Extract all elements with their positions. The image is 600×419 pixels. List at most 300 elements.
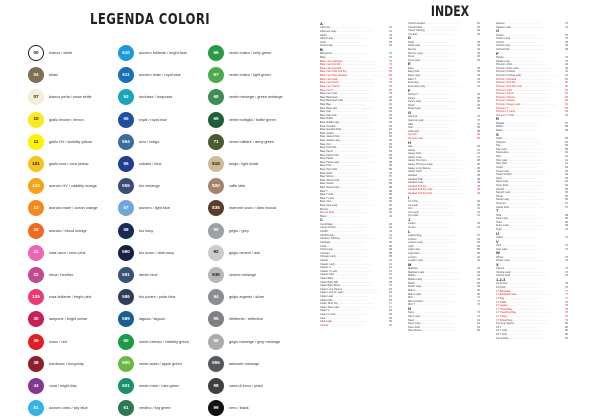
color-dot: 92 bbox=[208, 245, 224, 261]
index-entry[interactable] bbox=[408, 303, 480, 307]
index-entry-name: Street bbox=[496, 194, 503, 198]
index-page bbox=[300, 0, 600, 405]
index-letter: E bbox=[408, 61, 411, 67]
leader-dots bbox=[432, 192, 477, 196]
color-dot: 30 bbox=[28, 311, 44, 327]
color-label: grigio / grey bbox=[229, 228, 249, 233]
index-entry[interactable] bbox=[496, 236, 568, 240]
index-entry-name: Sport Kids bbox=[496, 183, 508, 187]
index-letter: X bbox=[496, 261, 499, 267]
index-entry-name: Cambridge bbox=[320, 222, 333, 226]
index-entry-page: 78 bbox=[565, 307, 568, 311]
index-entry[interactable] bbox=[496, 259, 568, 263]
color-dot: 53 bbox=[118, 89, 134, 105]
color-label: avio / indigo bbox=[139, 139, 160, 144]
index-entry-page: 84 bbox=[389, 153, 392, 157]
index-entry-name: Light Lady bbox=[408, 248, 420, 252]
index-entry-name: Tank Lady bbox=[496, 217, 508, 221]
color-dot: 554 bbox=[118, 134, 134, 150]
index-entry-name: Premium Full Zip bbox=[496, 81, 516, 85]
color-swatch bbox=[208, 353, 300, 375]
index-entry-name: Mini Hooded bbox=[408, 299, 423, 303]
index-letter: M bbox=[408, 261, 412, 267]
index-entry[interactable] bbox=[496, 48, 568, 52]
index-entry-page: 98 bbox=[565, 125, 568, 129]
index-entry-page: 80 bbox=[565, 325, 568, 329]
index-entry-name: Chicago bbox=[320, 251, 330, 255]
index-letter: O bbox=[496, 28, 500, 34]
color-dot: 935 bbox=[208, 267, 224, 283]
index-entry[interactable] bbox=[320, 324, 392, 328]
index-entry-page: 46 bbox=[477, 107, 480, 111]
index-entry-page: 13 bbox=[389, 269, 392, 273]
color-dot: 99 bbox=[208, 400, 224, 416]
index-entry-page: 61 bbox=[565, 155, 568, 159]
index-entry-page: 51 bbox=[565, 88, 568, 92]
index-entry[interactable] bbox=[496, 129, 568, 133]
index-entry-page: 80 bbox=[565, 329, 568, 333]
color-label: verde bottiglia / bottle green bbox=[229, 117, 276, 122]
index-entry-page: 43 bbox=[477, 270, 480, 274]
index-entry-name: Club Lady bbox=[320, 320, 332, 324]
color-swatch bbox=[28, 308, 120, 330]
index-entry-page: 72 bbox=[565, 247, 568, 251]
index-entry-page: 58 bbox=[389, 255, 392, 259]
color-dot: 95 bbox=[208, 311, 224, 327]
index-entry-page: 39 bbox=[565, 48, 568, 52]
index-entry-page: 65 bbox=[477, 281, 480, 285]
color-label: lampone / bright cerise bbox=[49, 317, 88, 322]
leader-dots bbox=[510, 274, 565, 278]
leader-dots bbox=[333, 44, 389, 48]
index-entry-page: 79 bbox=[565, 311, 568, 315]
index-entry-name: Bear Hooded bbox=[320, 124, 336, 128]
index-entry-page: 18 bbox=[389, 309, 392, 313]
color-swatch bbox=[28, 109, 120, 131]
index-entry-name: London Lady bbox=[408, 259, 424, 263]
index-entry-name: Scarf bbox=[496, 137, 503, 141]
index-entry-name: Sky bbox=[496, 144, 501, 148]
legend-column bbox=[28, 42, 120, 419]
index-entry-name: Xtreme Lady bbox=[496, 270, 511, 274]
index-entry-page: 31 bbox=[477, 207, 480, 211]
color-swatch bbox=[28, 197, 120, 219]
index-entry[interactable] bbox=[496, 206, 568, 210]
index-entry-page: 65 bbox=[477, 285, 480, 289]
index-entry-name: Summer bbox=[496, 201, 506, 205]
index-entry-page: 48 bbox=[477, 181, 480, 185]
index-letter: T bbox=[496, 208, 499, 214]
index-entry[interactable] bbox=[320, 44, 392, 48]
index-entry-name: Everyday Lady bbox=[408, 84, 426, 88]
index-entry-name: Neon Kids bbox=[408, 325, 420, 329]
index-entry-page: 24 bbox=[477, 81, 480, 85]
index-entry[interactable] bbox=[408, 226, 480, 230]
index-entry-page: 81 bbox=[565, 336, 568, 340]
index-entry[interactable] bbox=[496, 248, 568, 252]
index-entry-name: Premium Shorts bbox=[496, 95, 515, 99]
index-entry-page: 64 bbox=[565, 183, 568, 187]
index-entry-name: 17 Duffle bbox=[496, 300, 507, 304]
index-entry[interactable] bbox=[496, 228, 568, 232]
index-entry-page: 33 bbox=[389, 37, 392, 41]
color-swatch bbox=[208, 197, 300, 219]
index-entry[interactable] bbox=[496, 26, 568, 30]
index-entry-page: 30 bbox=[477, 199, 480, 203]
index-entry-page: 19 bbox=[477, 325, 480, 329]
index-entry-name: Adiemus bbox=[320, 26, 331, 30]
index-entry-page: 57 bbox=[565, 121, 568, 125]
index-entry-name: Team bbox=[496, 220, 503, 224]
index-entry-page: 79 bbox=[389, 66, 392, 70]
index-entry-page: 48 bbox=[477, 177, 480, 181]
color-swatch bbox=[118, 153, 210, 175]
index-entry-name: Family T bbox=[408, 92, 418, 96]
leader-dots bbox=[421, 107, 477, 111]
index-entry-page: 47 bbox=[477, 122, 480, 126]
index-entry-page: 92 bbox=[389, 95, 392, 99]
index-entry-page: 26 bbox=[477, 58, 480, 62]
index-entry-page: 70 bbox=[565, 228, 568, 232]
index-entry-name: Bear-man Full Zip bbox=[320, 63, 341, 67]
color-swatch bbox=[118, 220, 210, 242]
index-entry-page: 52 bbox=[565, 95, 568, 99]
index-entry-page: 68 bbox=[565, 217, 568, 221]
index-entry[interactable] bbox=[496, 337, 568, 341]
color-label: giallo HV / visibility yellow bbox=[49, 139, 93, 144]
index-entry-page: 37 bbox=[477, 115, 480, 119]
index-entry-page: 57 bbox=[389, 237, 392, 241]
color-label: beige / light khaki bbox=[229, 162, 259, 167]
index-entry-page: 61 bbox=[565, 162, 568, 166]
index-entry-page: 27 bbox=[477, 148, 480, 152]
index-entry[interactable] bbox=[408, 33, 480, 37]
color-swatch bbox=[118, 242, 210, 264]
index-entry-page: 59 bbox=[389, 316, 392, 320]
index-entry-name: Sweat Kids bbox=[496, 205, 509, 209]
index-entry-name: Premium Hooded bbox=[496, 77, 517, 81]
color-dot: 589 bbox=[118, 311, 134, 327]
index-entry-page: 77 bbox=[565, 296, 568, 300]
index-entry-name: 17 Trolley bbox=[496, 314, 508, 318]
index-title: INDEX bbox=[430, 4, 470, 20]
leader-dots bbox=[425, 85, 477, 89]
index-entry-name: Stretch Lady bbox=[496, 191, 511, 195]
index-entry-page: 79 bbox=[565, 314, 568, 318]
index-entry-name: 17 Laptop bbox=[496, 304, 508, 308]
index-entry-page: 63 bbox=[565, 173, 568, 177]
color-swatch bbox=[28, 353, 120, 375]
color-swatch bbox=[208, 286, 300, 308]
color-swatch bbox=[208, 86, 300, 108]
color-label: azzurro / light blue bbox=[139, 206, 171, 211]
index-letter: F bbox=[408, 87, 411, 93]
index-entry-name: Bear Jacket bbox=[320, 131, 334, 135]
index-entry-page: 62 bbox=[477, 25, 480, 29]
index-entry-name: Flash bbox=[408, 103, 415, 107]
index-entry-name: Iron Kids bbox=[408, 214, 419, 218]
index-entry-page: 68 bbox=[389, 244, 392, 248]
color-swatch bbox=[118, 42, 210, 64]
index-entry-name: Bear Sweat Kids bbox=[320, 185, 340, 189]
index-entry[interactable] bbox=[408, 107, 480, 111]
index-entry[interactable] bbox=[408, 137, 480, 141]
index-entry-page: 70 bbox=[389, 284, 392, 288]
color-swatch bbox=[118, 330, 210, 352]
index-entry-page: 19 bbox=[477, 318, 480, 322]
index-entry-page: 99 bbox=[565, 137, 568, 141]
index-entry-page: 93 bbox=[389, 117, 392, 121]
index-entry-page: 77 bbox=[565, 293, 568, 297]
index-entry-name: Laptop Bag bbox=[408, 233, 422, 237]
index-entry[interactable] bbox=[496, 114, 568, 118]
index-entry-page: 79 bbox=[565, 318, 568, 322]
index-entry-name: Madison Lady bbox=[408, 270, 425, 274]
index-entry-page: 30 bbox=[477, 203, 480, 207]
index-entry-page: 25 bbox=[477, 92, 480, 96]
index-entry[interactable] bbox=[320, 215, 392, 219]
index-entry-page: 44 bbox=[477, 48, 480, 52]
color-dot: 38 bbox=[28, 356, 44, 372]
index-entry-name: Sport bbox=[496, 176, 503, 180]
index-entry-name: Sky Lady bbox=[496, 147, 507, 151]
index-entry-page: 78 bbox=[389, 81, 392, 85]
index-entry-page: 32 bbox=[477, 225, 480, 229]
index-entry-page: 55 bbox=[477, 248, 480, 252]
index-entry-name: Bear Shorts Kids bbox=[320, 178, 340, 182]
index-entry-name: Oxford Lady bbox=[496, 44, 511, 48]
index-entry-name: Golf bbox=[408, 126, 413, 130]
index-entry-name: Bear Duffle Lady bbox=[320, 121, 340, 125]
index-entry-name: Heavy Tank bbox=[408, 170, 422, 174]
index-entry-name: Vest bbox=[496, 244, 502, 248]
index-entry-name: Jacket bbox=[408, 222, 416, 226]
legend-title: LEGENDA COLORI bbox=[89, 10, 211, 28]
color-dot: 120 bbox=[28, 178, 44, 194]
index-entry-name: Xtreme Kids bbox=[496, 274, 511, 278]
index-entry-page: 71 bbox=[477, 296, 480, 300]
index-letter: R bbox=[496, 116, 499, 122]
index-entry[interactable] bbox=[408, 259, 480, 263]
index-entry[interactable] bbox=[408, 59, 480, 63]
color-swatch bbox=[208, 220, 300, 242]
color-swatch bbox=[208, 109, 300, 131]
index-entry-name: Shopper bbox=[496, 140, 506, 144]
leader-dots bbox=[502, 228, 565, 232]
color-swatch bbox=[28, 131, 120, 153]
color-label: verde acido / apple green bbox=[139, 361, 182, 366]
index-entry-name: 19 Long Sleeve bbox=[496, 322, 515, 326]
index-entry-name: Arctic Lady bbox=[320, 44, 333, 48]
index-entry-page: 92 bbox=[389, 102, 392, 106]
color-dot: 67 bbox=[208, 67, 224, 83]
index-entry-page: 75 bbox=[565, 37, 568, 41]
color-swatch bbox=[28, 64, 120, 86]
index-entry-page: 75 bbox=[565, 282, 568, 286]
color-dot: 00 bbox=[28, 45, 44, 61]
color-swatch bbox=[208, 375, 300, 397]
index-entry-page: 21 bbox=[389, 26, 392, 30]
index-entry-name: Clean Long Sleeve bbox=[320, 287, 342, 291]
index-entry-name: Bear Shorts bbox=[320, 175, 334, 179]
color-dot: 58 bbox=[118, 223, 134, 239]
index-entry-name: Clean V bbox=[320, 309, 330, 313]
index-entry-name: 17 Backpack Kids bbox=[496, 293, 517, 297]
index-entry-page: 66 bbox=[565, 198, 568, 202]
color-label: verde chiaro / kelly green bbox=[229, 51, 272, 56]
index-entry-page: 22 bbox=[477, 32, 480, 36]
color-dot: 69 bbox=[208, 112, 224, 128]
index-entry-page: 53 bbox=[565, 106, 568, 110]
index-entry-name: 19 T Lady bbox=[496, 329, 508, 333]
index-entry-name: Cloud Training bbox=[408, 29, 425, 33]
index-entry-page: 56 bbox=[477, 329, 480, 333]
index-entry-page: 79 bbox=[389, 59, 392, 63]
color-label: azzurro brillante / bright blue bbox=[139, 51, 187, 56]
index-entry-page: 41 bbox=[389, 233, 392, 237]
index-entry[interactable] bbox=[408, 329, 480, 333]
index-entry-page: 12 bbox=[389, 258, 392, 262]
index-entry-page: 58 bbox=[565, 129, 568, 133]
index-entry-page: 67 bbox=[389, 52, 392, 56]
index-entry-page: 93 bbox=[389, 121, 392, 125]
index-entry-name: Bear Duffle bbox=[320, 117, 333, 121]
index-entry-name: Bear Vest bbox=[320, 200, 332, 204]
index-entry-page: 94 bbox=[389, 113, 392, 117]
index-entry-name: Camp Pocket bbox=[320, 226, 336, 230]
index-entry-page: 40 bbox=[565, 63, 568, 67]
index-entry-name: Match bbox=[408, 281, 416, 285]
index-entry-name: Easy bbox=[408, 66, 414, 70]
index-letter: I bbox=[408, 194, 410, 200]
index-entry-page: 53 bbox=[477, 222, 480, 226]
index-entry-page: 14 bbox=[389, 273, 392, 277]
color-dot: 66 bbox=[208, 45, 224, 61]
index-entry-page: 17 bbox=[389, 305, 392, 309]
index-entry-page: 62 bbox=[565, 165, 568, 169]
color-dot: 135 bbox=[28, 289, 44, 305]
leader-dots bbox=[511, 26, 565, 30]
index-entry-name: Miami Lady bbox=[408, 292, 422, 296]
index-entry-name: Cloud Hooded bbox=[408, 22, 425, 25]
index-entry-page: 39 bbox=[565, 44, 568, 48]
index-entry-name: Neon Lady bbox=[408, 322, 421, 326]
color-label: rosa brillante / bright pink bbox=[49, 295, 92, 300]
color-swatch bbox=[208, 308, 300, 330]
index-entry-name: Malibu bbox=[408, 274, 416, 278]
index-entry-page: 67 bbox=[389, 56, 392, 60]
color-swatch bbox=[118, 131, 210, 153]
index-entry-page: 73 bbox=[477, 311, 480, 315]
index-entry-page: 76 bbox=[565, 59, 568, 63]
color-label: verde chiaro / light green bbox=[229, 73, 271, 78]
index-entry-page: 58 bbox=[389, 251, 392, 255]
index-entry-name: Fancy bbox=[408, 96, 416, 100]
index-entry-name: Leisure Lady bbox=[408, 241, 423, 245]
index-entry[interactable] bbox=[496, 274, 568, 278]
color-legend-page bbox=[0, 0, 300, 411]
color-swatch bbox=[118, 375, 210, 397]
index-entry-page: 49 bbox=[477, 188, 480, 192]
color-swatch bbox=[118, 353, 210, 375]
leader-dots bbox=[328, 324, 389, 328]
color-label: blu polare / polar blue bbox=[139, 295, 176, 300]
leader-dots bbox=[503, 236, 565, 240]
index-letter: A bbox=[320, 21, 323, 26]
index-entry[interactable] bbox=[408, 214, 480, 218]
index-letter: S bbox=[496, 131, 499, 137]
index-entry-page: 74 bbox=[565, 25, 568, 29]
index-entry-name: Bear Backpack Kids bbox=[320, 99, 344, 103]
color-dot: 11 bbox=[28, 134, 44, 150]
index-letter: B bbox=[320, 47, 323, 53]
index-entry-name: Classic Lady bbox=[320, 262, 335, 266]
index-entry-page: 88 bbox=[389, 182, 392, 186]
index-entry-page: 82 bbox=[389, 139, 392, 143]
leader-dots bbox=[327, 215, 389, 219]
index-entry-name: Cloud Pants bbox=[408, 25, 423, 29]
color-label: grigio melange / grey melange bbox=[229, 339, 281, 344]
index-entry-name: Ice Lady bbox=[408, 203, 418, 207]
index-entry-name: Sport Lady bbox=[496, 180, 509, 184]
index-entry-page: 51 bbox=[389, 226, 392, 230]
index-entry-name: Delta bbox=[408, 40, 415, 44]
index-entry-page: 31 bbox=[477, 214, 480, 218]
index-entry[interactable] bbox=[408, 85, 480, 89]
index-entry-name: Urban bbox=[496, 236, 504, 240]
color-swatch bbox=[28, 242, 120, 264]
index-entry-name: Hooded Full Zip bbox=[408, 184, 427, 188]
index-entry-page: 68 bbox=[389, 248, 392, 252]
index-entry-name: Premium T Kids bbox=[496, 113, 515, 117]
index-entry-page: 46 bbox=[477, 103, 480, 107]
index-entry-name: 17 Travel Bag bbox=[496, 307, 513, 311]
index-entry-page: 79 bbox=[389, 63, 392, 67]
color-dot: 55 bbox=[118, 112, 134, 128]
index-entry-name: Clean Baby bbox=[320, 277, 334, 280]
color-label: denim blue bbox=[139, 272, 158, 277]
index-entry-name: Iron bbox=[408, 207, 413, 211]
color-swatch bbox=[118, 109, 210, 131]
index-entry-name: Clean Baby Bib bbox=[320, 280, 338, 284]
index-column bbox=[408, 22, 480, 333]
index-entry-page: 17 bbox=[389, 302, 392, 306]
index-entry-page: 59 bbox=[389, 320, 392, 324]
index-letter: U bbox=[496, 230, 499, 236]
color-dot: 13 bbox=[28, 200, 44, 216]
index-entry-name: Bear-man Cardigan bbox=[320, 59, 343, 63]
leader-dots bbox=[423, 259, 477, 263]
index-entry-name: Cloudy bbox=[320, 323, 329, 327]
index-entry-page: 73 bbox=[565, 259, 568, 263]
legend-column bbox=[208, 42, 300, 419]
index-entry-name: Bear Parka bbox=[320, 157, 333, 161]
color-dot: 22 bbox=[28, 267, 44, 283]
index-entry-page: 66 bbox=[565, 194, 568, 198]
index-entry-name: New Fleece bbox=[408, 329, 422, 333]
index-entry-name: Chick bbox=[320, 244, 327, 248]
color-dot: 68 bbox=[208, 89, 224, 105]
index-entry-name: Oxford bbox=[496, 40, 504, 44]
color-dot: 601 bbox=[118, 378, 134, 394]
color-swatch bbox=[28, 375, 120, 397]
color-label: rosa neon / neon pink bbox=[49, 250, 86, 255]
index-entry-page: 79 bbox=[389, 77, 392, 81]
index-entry-page: 27 bbox=[477, 152, 480, 156]
index-entry-name: Bear-man Lady bbox=[320, 77, 338, 81]
index-entry[interactable] bbox=[408, 192, 480, 196]
index-entry-name: Sleeveless bbox=[496, 151, 509, 155]
